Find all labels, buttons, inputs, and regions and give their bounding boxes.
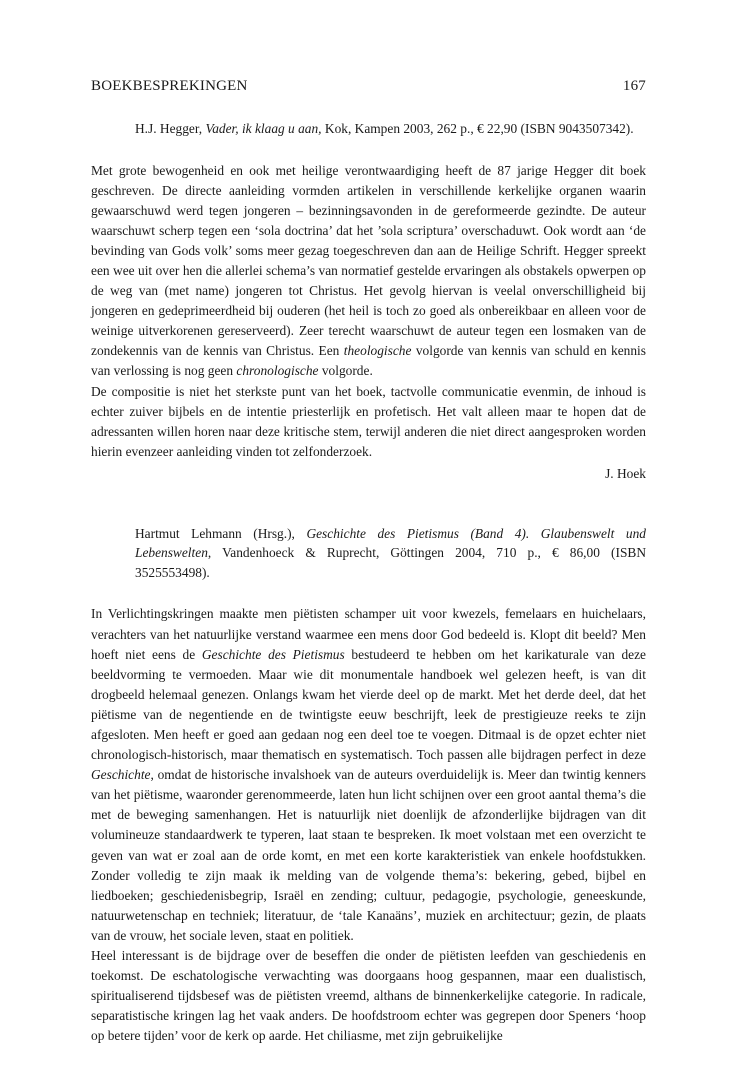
text-run: bestudeerd te hebben om het karikaturale van deze beeldvorming te vermoeden. Maar wie dit monumentale handboek wel gelezen heeft, is van dit drogbeeld helemaal genezen. Onlangs kwam het vierde deel op de markt. Met het derde deel, dat het piëtisme van de negentiende en de twintigste eeuw beschrijft, leek de prestigieuze reeks te zijn afgesloten. Men heeft er goed aan gedaan nog een deel toe te voegen. Ditmaal is de opzet echter niet chronologisch-historisch, maar thematisch en systematisch. Toch passen alle bijdragen perfect in deze — [91, 646, 647, 763]
section-title: BOEKBESPREKINGEN — [91, 78, 248, 94]
reference-title: Geschichte des Pietismus (Band 4). Glaubenswelt und Lebenswelten — [135, 525, 646, 561]
paragraph: De compositie is niet het sterkste punt van het boek, tactvolle communicatie evenmin, de inhoud is echter zuiver bijbels en de intentie priesterlijk en profetisch. Het valt alleen maar te hopen dat de adressanten willen horen naar deze kritische stem, terwijl anderen die niet direct aangesproken worden hierin evenzeer aanleiding vinden tot zelfonderzoek. — [91, 383, 646, 459]
text-run: volgorde van kennis van schuld en kennis van verlossing is nog geen — [91, 343, 646, 379]
text-run: In Verlichtingskringen maakte men piëtisten schamper uit voor kwezels, femelaars en huichelaars, verachters van het natuurlijke verstand waarmee een mens door God bedeeld is. Klopt dit beeld? Men hoeft niet eens de — [91, 606, 646, 662]
reviewer-signature: J. Hoek — [605, 465, 646, 481]
reference-details: Kok, Kampen 2003, 262 p., € 22,90 (ISBN 9043507342). — [321, 121, 634, 136]
review-reference — [135, 524, 646, 583]
review-body — [91, 161, 646, 462]
emphasis: theologische — [343, 343, 412, 359]
reference-details: , Vandenhoeck & Ruprecht, Göttingen 2004, 710 p., € 86,00 (ISBN 3525553498). — [135, 545, 646, 580]
running-head — [91, 78, 646, 95]
review-reference — [135, 119, 646, 139]
emphasis: Geschichte des Pietismus — [201, 646, 345, 662]
text-run: Met grote bewogenheid en ook met heilige verontwaardiging heeft de 87 jarige Hegger dit boek geschreven. De directe aanleiding vormden artikelen in verschillende kerkelijke organen waarin gewaarschuwd werd tegen jongeren – bezinningsavonden in de gereformeerde gezindte. De auteur waarschuwt scherp tegen een ‘sola doctrina’ dat het ’sola scriptura’ overschaduwt. Ook wordt aan ‘de bevinding van Gods volk’ soms meer gezag toegeschreven dan aan de Heilige Schrift. Hegger spreekt een wee uit over hen die allerlei schema’s van normatief gestelde ervaringen als obstakels opwerpen op de weg van (met name) jongeren tot Christus. Het gevolg hiervan is veelal onverschilligheid bij jongeren en gedeprimeerdheid bij ouderen (het heil is toch zo goed als onbereikbaar en alleen voor de weinige uitverkorenen gereserveerd). Zeer terecht waarschuwt de auteur tegen een losmaken van de zondekennis van de kennis van Christus. Een — [91, 162, 646, 359]
emphasis: chronologische — [236, 363, 319, 379]
emphasis: Geschichte — [91, 767, 151, 783]
paragraph — [91, 604, 646, 946]
reference-author: H.J. Hegger, — [135, 121, 206, 136]
reference-author: Hartmut Lehmann (Hrsg.), — [135, 525, 307, 541]
paragraph: Heel interessant is de bijdrage over de beseffen die onder de piëtisten leefden van geschiedenis en toekomst. De eschatologische verwachting was doorgaans hoog gespannen, maar een dualistisch, spiritualiserend tijdsbesef was de piëtisten vreemd, althans de binnenkerkelijke categorie. In radicale, separatistische kringen lag het vaak anders. De hoofdstroom echter was gegrepen door Speners ‘hoop op betere tijden’ voor de kerk op aarde. Het chiliasme, met zijn gebruikelijke — [91, 948, 646, 1044]
page-number: 167 — [622, 78, 646, 94]
review-body — [91, 604, 646, 1046]
paragraph — [91, 161, 646, 382]
text-run: volgorde. — [318, 363, 373, 379]
page — [91, 78, 646, 1046]
reference-title: Vader, ik klaag u aan, — [205, 121, 322, 136]
text-run: , omdat de historische invalshoek van de auteurs overduidelijk is. Meer dan twintig kenners van het piëtisme, waaronder gerenommeerde, laten hun licht schijnen over een groot aantal thema’s die met de beweging samenhangen. Het is natuurlijk niet doenlijk de afzonderlijke bijdragen van dit volumineuze standaardwerk te typeren, laat staan te bespreken. Ik moet volstaan met een overzicht te geven van wat er zoal aan de orde komt, en met een korte karakteristiek van enkele hoofdstukken. Zonder volledig te zijn maak ik melding van de volgende thema’s: bekering, gebed, bijbel en liedboeken; geschiedenisbegrip, Israël en zending; cultuur, pedagogie, psychologie, geneeskunde, natuurwetenschap en techniek; literatuur, de ‘tale Kanaäns’, muziek en architectuur; gezin, de plaats van de vrouw, het sociale leven, staat en politiek. — [91, 767, 646, 943]
